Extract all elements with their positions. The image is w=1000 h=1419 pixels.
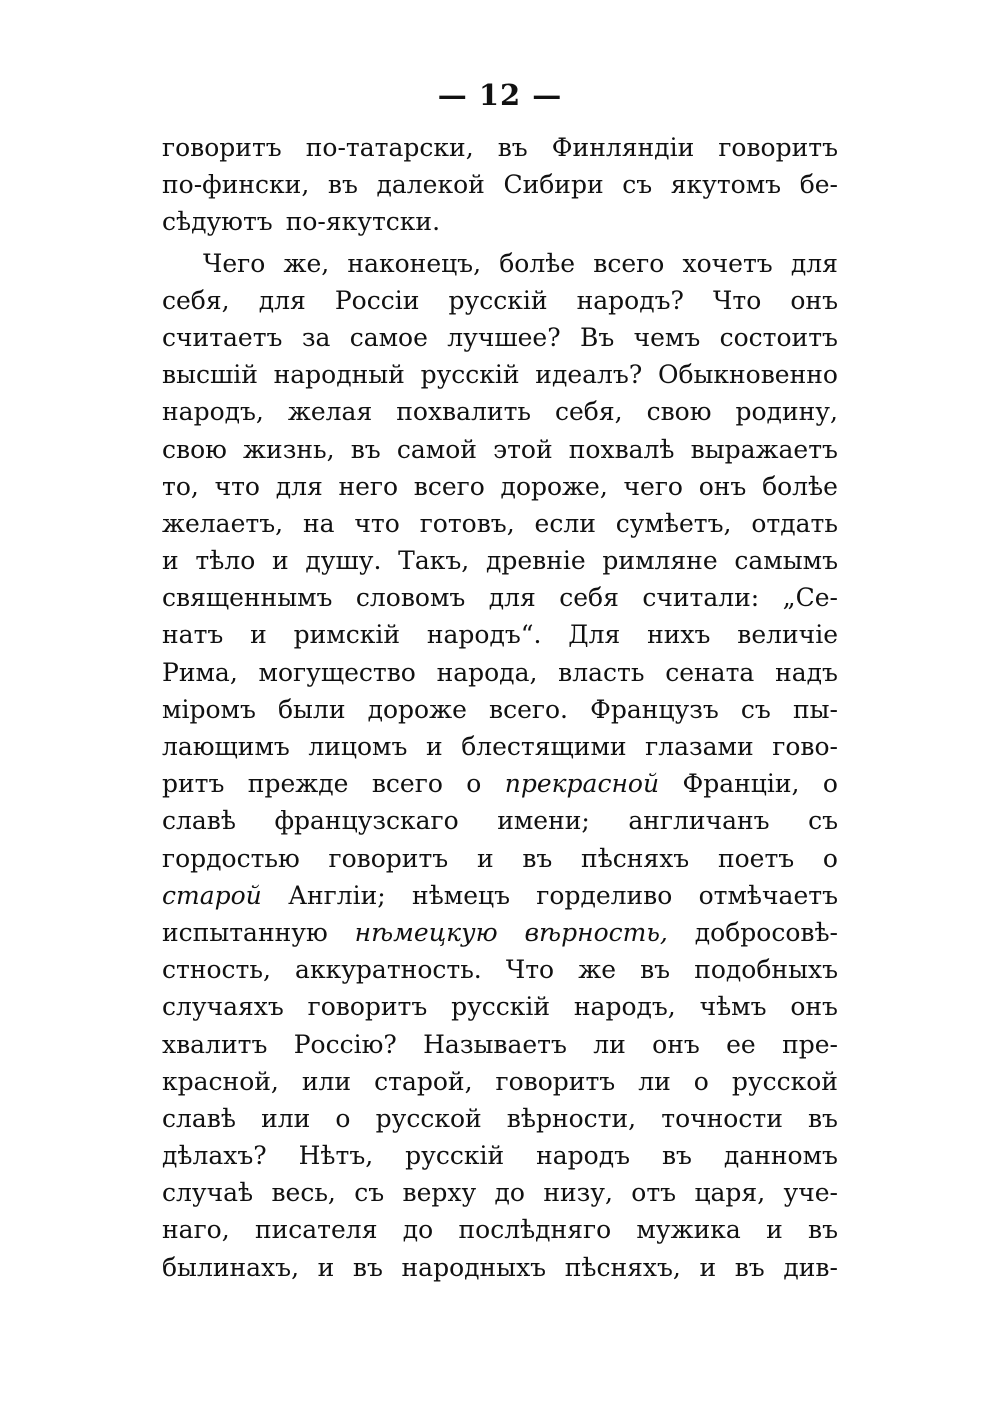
word: по-фински, (162, 170, 310, 200)
word: русской (731, 1066, 838, 1096)
word: о (335, 1103, 351, 1133)
word: послѣдняго (458, 1215, 612, 1245)
word: „Се- (782, 583, 838, 613)
word: высшій (162, 360, 258, 390)
word: русской (375, 1103, 482, 1133)
word: Россіи (334, 285, 420, 315)
word: ее (726, 1029, 756, 1059)
word: Французъ (590, 694, 719, 724)
word: пѣсняхъ, (564, 1252, 681, 1282)
text-line (162, 542, 838, 579)
word: наконецъ, (347, 248, 482, 278)
word: говоритъ (718, 133, 838, 162)
text-line (162, 1249, 838, 1286)
word: Франціи, (682, 769, 800, 799)
word: горделиво (536, 880, 673, 910)
word: болѣе (499, 248, 576, 278)
word: Англіи; (288, 880, 386, 910)
word: подобныхъ (694, 955, 838, 985)
word: чемъ (633, 322, 701, 352)
word: для (790, 248, 838, 278)
text-line (162, 245, 838, 282)
text-line (162, 802, 838, 839)
word: народъ, (573, 992, 676, 1022)
word: на (302, 508, 335, 538)
text-line (162, 319, 838, 356)
word: что (354, 508, 400, 538)
word: о (693, 1066, 709, 1096)
word: онъ (790, 992, 838, 1022)
text-line (162, 765, 838, 802)
word: верху (402, 1178, 477, 1208)
word: и (699, 1252, 717, 1282)
word: и (317, 1252, 335, 1282)
word: римляне (602, 546, 718, 576)
word: Для (568, 620, 621, 650)
text-line (162, 579, 838, 616)
word: нихъ (647, 620, 711, 650)
word: случаяхъ (162, 992, 284, 1022)
word: народъ“. (426, 620, 542, 650)
word: считаетъ (162, 322, 283, 352)
word: выражаетъ (690, 434, 838, 464)
word: добросовѣ- (694, 917, 838, 947)
word: гордостью (162, 843, 300, 873)
word: міромъ (162, 694, 256, 724)
word: поетъ (717, 843, 795, 873)
word: или (261, 1103, 311, 1133)
word: за (301, 322, 331, 352)
word: для (258, 285, 306, 315)
word: римскій (293, 620, 401, 650)
word: говоритъ (162, 133, 282, 162)
word: же (578, 955, 616, 985)
word: говоритъ (307, 992, 428, 1022)
page-number: — 12 — (437, 78, 563, 112)
text-line (162, 1174, 838, 1211)
word: наго, (162, 1215, 230, 1245)
word: Въ (579, 322, 615, 352)
word: русскій (420, 360, 520, 390)
word: старой (162, 880, 262, 910)
word: словомъ (355, 583, 466, 613)
word: пы- (792, 694, 838, 724)
text-line (162, 505, 838, 542)
text-line (162, 203, 838, 240)
word: же, (283, 248, 330, 278)
word: Чего (203, 248, 266, 278)
word: отмѣчаетъ (698, 880, 838, 910)
word: пѣсняхъ (581, 843, 690, 873)
word: сѣдуютъ (162, 207, 273, 237)
word: для (488, 583, 536, 613)
word: русскій (405, 1141, 505, 1171)
word: считали: (642, 583, 760, 613)
word: дороже (367, 694, 467, 724)
word: съ (808, 806, 838, 836)
word: уче- (783, 1178, 838, 1208)
text-line (162, 1100, 838, 1137)
word: ли (638, 1066, 671, 1096)
word: всего. (489, 694, 568, 724)
word: были (277, 694, 346, 724)
word: отдать (751, 508, 838, 538)
word: священнымъ (162, 583, 333, 613)
word: Называетъ (423, 1029, 567, 1059)
word: мужика (636, 1215, 741, 1245)
word: въ (352, 1252, 383, 1282)
word: и (425, 732, 443, 761)
word: и (271, 546, 289, 576)
word: вѣрность, (524, 917, 668, 947)
word: если (534, 508, 596, 538)
word: надъ (775, 657, 838, 687)
word: французскаго (274, 806, 459, 836)
word: или (301, 1066, 352, 1096)
word: похвалить (396, 397, 532, 427)
word: всего (371, 769, 443, 799)
word: народъ? (576, 285, 684, 315)
word: всего (413, 471, 485, 501)
word: Сибири (503, 170, 604, 200)
word: онъ (698, 471, 747, 501)
word: низу, (543, 1178, 613, 1208)
word: Россію? (293, 1029, 397, 1059)
text-line (162, 988, 838, 1025)
word: власть (558, 657, 645, 687)
word: самымъ (734, 546, 838, 576)
text-line (162, 129, 838, 166)
word: случаѣ (162, 1178, 254, 1208)
word: говоритъ (328, 843, 449, 873)
word: самой (396, 434, 477, 464)
word: тѣло (195, 546, 256, 576)
word: испытанную (162, 917, 328, 947)
word: всего (593, 248, 665, 278)
word: весь, (271, 1178, 336, 1208)
word: народъ, (162, 397, 264, 427)
word: онъ (790, 285, 838, 315)
text-line (162, 1211, 838, 1248)
word: див- (783, 1252, 838, 1282)
word: русскій (451, 992, 551, 1022)
word: прекрасной (504, 769, 660, 799)
word: русскій (448, 285, 548, 315)
word: родину, (735, 397, 838, 427)
word: въ (327, 170, 358, 200)
word: съ (354, 1178, 385, 1208)
word: что (214, 471, 260, 501)
word: для (275, 471, 323, 501)
text-line (162, 393, 838, 430)
word: жизнь, (243, 434, 335, 464)
word: вѣрности, (506, 1103, 637, 1133)
word: болѣе (762, 471, 838, 501)
word: съ (622, 170, 653, 200)
word: желая (287, 397, 373, 427)
word: въ (640, 955, 671, 985)
word: готовъ, (419, 508, 515, 538)
word: говоритъ (495, 1066, 616, 1096)
word: славѣ (162, 1103, 236, 1133)
word: древніе (485, 546, 586, 576)
word: Финляндіи (551, 133, 695, 162)
text-body (162, 129, 838, 1286)
word: по-якутски. (285, 207, 441, 237)
text-line (162, 468, 838, 505)
word: Рима, (162, 657, 238, 687)
word: англичанъ (628, 806, 770, 836)
word: и (476, 843, 494, 873)
word: Обыкновенно (657, 360, 838, 390)
word: Такъ, (398, 546, 470, 576)
word: гово- (772, 732, 838, 761)
text-line (162, 728, 838, 765)
word: хочетъ (682, 248, 773, 278)
word: Нѣтъ, (298, 1141, 374, 1171)
word: славѣ (162, 806, 236, 836)
text-line (162, 1026, 838, 1063)
word: блестящими (461, 732, 627, 761)
word: о (466, 769, 482, 799)
word: до (494, 1178, 525, 1208)
text-line (162, 654, 838, 691)
text-line (162, 616, 838, 653)
word: о (822, 769, 838, 799)
word: данномъ (723, 1141, 838, 1171)
text-line (162, 840, 838, 877)
word: свою (162, 434, 227, 464)
word: нѣмецкую (354, 917, 498, 947)
word: прежде (247, 769, 349, 799)
word: царя, (694, 1178, 766, 1208)
word: до (402, 1215, 434, 1245)
word: по-татарски, (305, 133, 474, 162)
word: идеалъ? (535, 360, 643, 390)
word: въ (661, 1141, 692, 1171)
word: онъ (652, 1029, 700, 1059)
word: сената (665, 657, 755, 687)
word: съ (740, 694, 771, 724)
text-line (162, 914, 838, 951)
word: ли (593, 1029, 626, 1059)
word: него (338, 471, 399, 501)
word: дѣлахъ? (162, 1141, 267, 1171)
word: Что (713, 285, 762, 315)
word: отъ (631, 1178, 677, 1208)
word: величіе (737, 620, 838, 650)
word: могущество (258, 657, 416, 687)
word: чѣмъ (699, 992, 767, 1022)
word: то, (162, 471, 199, 501)
word: народа, (436, 657, 538, 687)
word: лицомъ (308, 732, 408, 761)
word: и (766, 1215, 783, 1245)
word: имени; (497, 806, 590, 836)
word: дороже, (500, 471, 608, 501)
word: нѣмецъ (412, 880, 510, 910)
text-line (162, 282, 838, 319)
word: лающимъ (162, 732, 290, 761)
word: аккуратность. (295, 955, 482, 985)
word: красной, (162, 1066, 279, 1096)
word: желаетъ, (162, 508, 284, 538)
word: старой, (374, 1066, 473, 1096)
word: хвалитъ (162, 1029, 268, 1059)
word: бе- (799, 170, 838, 200)
word: писателя (254, 1215, 378, 1245)
word: пре- (782, 1029, 838, 1059)
word: народныхъ (401, 1252, 547, 1282)
word: въ (808, 1215, 838, 1245)
word: сумѣетъ, (615, 508, 732, 538)
word: ритъ (162, 769, 225, 799)
word: себя, (162, 285, 230, 315)
word: точности (661, 1103, 783, 1133)
word: себя, (555, 397, 623, 427)
text-line (162, 166, 838, 203)
word: въ (734, 1252, 765, 1282)
text-line (162, 1063, 838, 1100)
word: этой (493, 434, 553, 464)
text-line (162, 1137, 838, 1174)
word: свою (646, 397, 712, 427)
word: состоитъ (719, 322, 838, 352)
word: въ (522, 843, 553, 873)
word: и (162, 546, 179, 576)
word: былинахъ, (162, 1252, 300, 1282)
word: о (822, 843, 838, 873)
text-line (162, 356, 838, 393)
text-line (162, 691, 838, 728)
word: чего (623, 471, 683, 501)
word: якутомъ (670, 170, 782, 200)
word: натъ (162, 620, 224, 650)
word: глазами (645, 732, 754, 761)
word: народный (273, 360, 405, 390)
word: стность, (162, 955, 271, 985)
word: народъ (536, 1141, 631, 1171)
word: лучшее? (447, 322, 561, 352)
word: душу. (305, 546, 382, 576)
word: самое (349, 322, 428, 352)
word: похвалѣ (568, 434, 675, 464)
text-line (162, 877, 838, 914)
word: и (250, 620, 267, 650)
word: далекой (376, 170, 485, 200)
word: въ (350, 434, 381, 464)
word: Что (505, 955, 555, 985)
text-line (162, 431, 838, 468)
word: въ (497, 133, 528, 162)
text-line (162, 951, 838, 988)
word: въ (807, 1103, 838, 1133)
word: себя (559, 583, 619, 613)
